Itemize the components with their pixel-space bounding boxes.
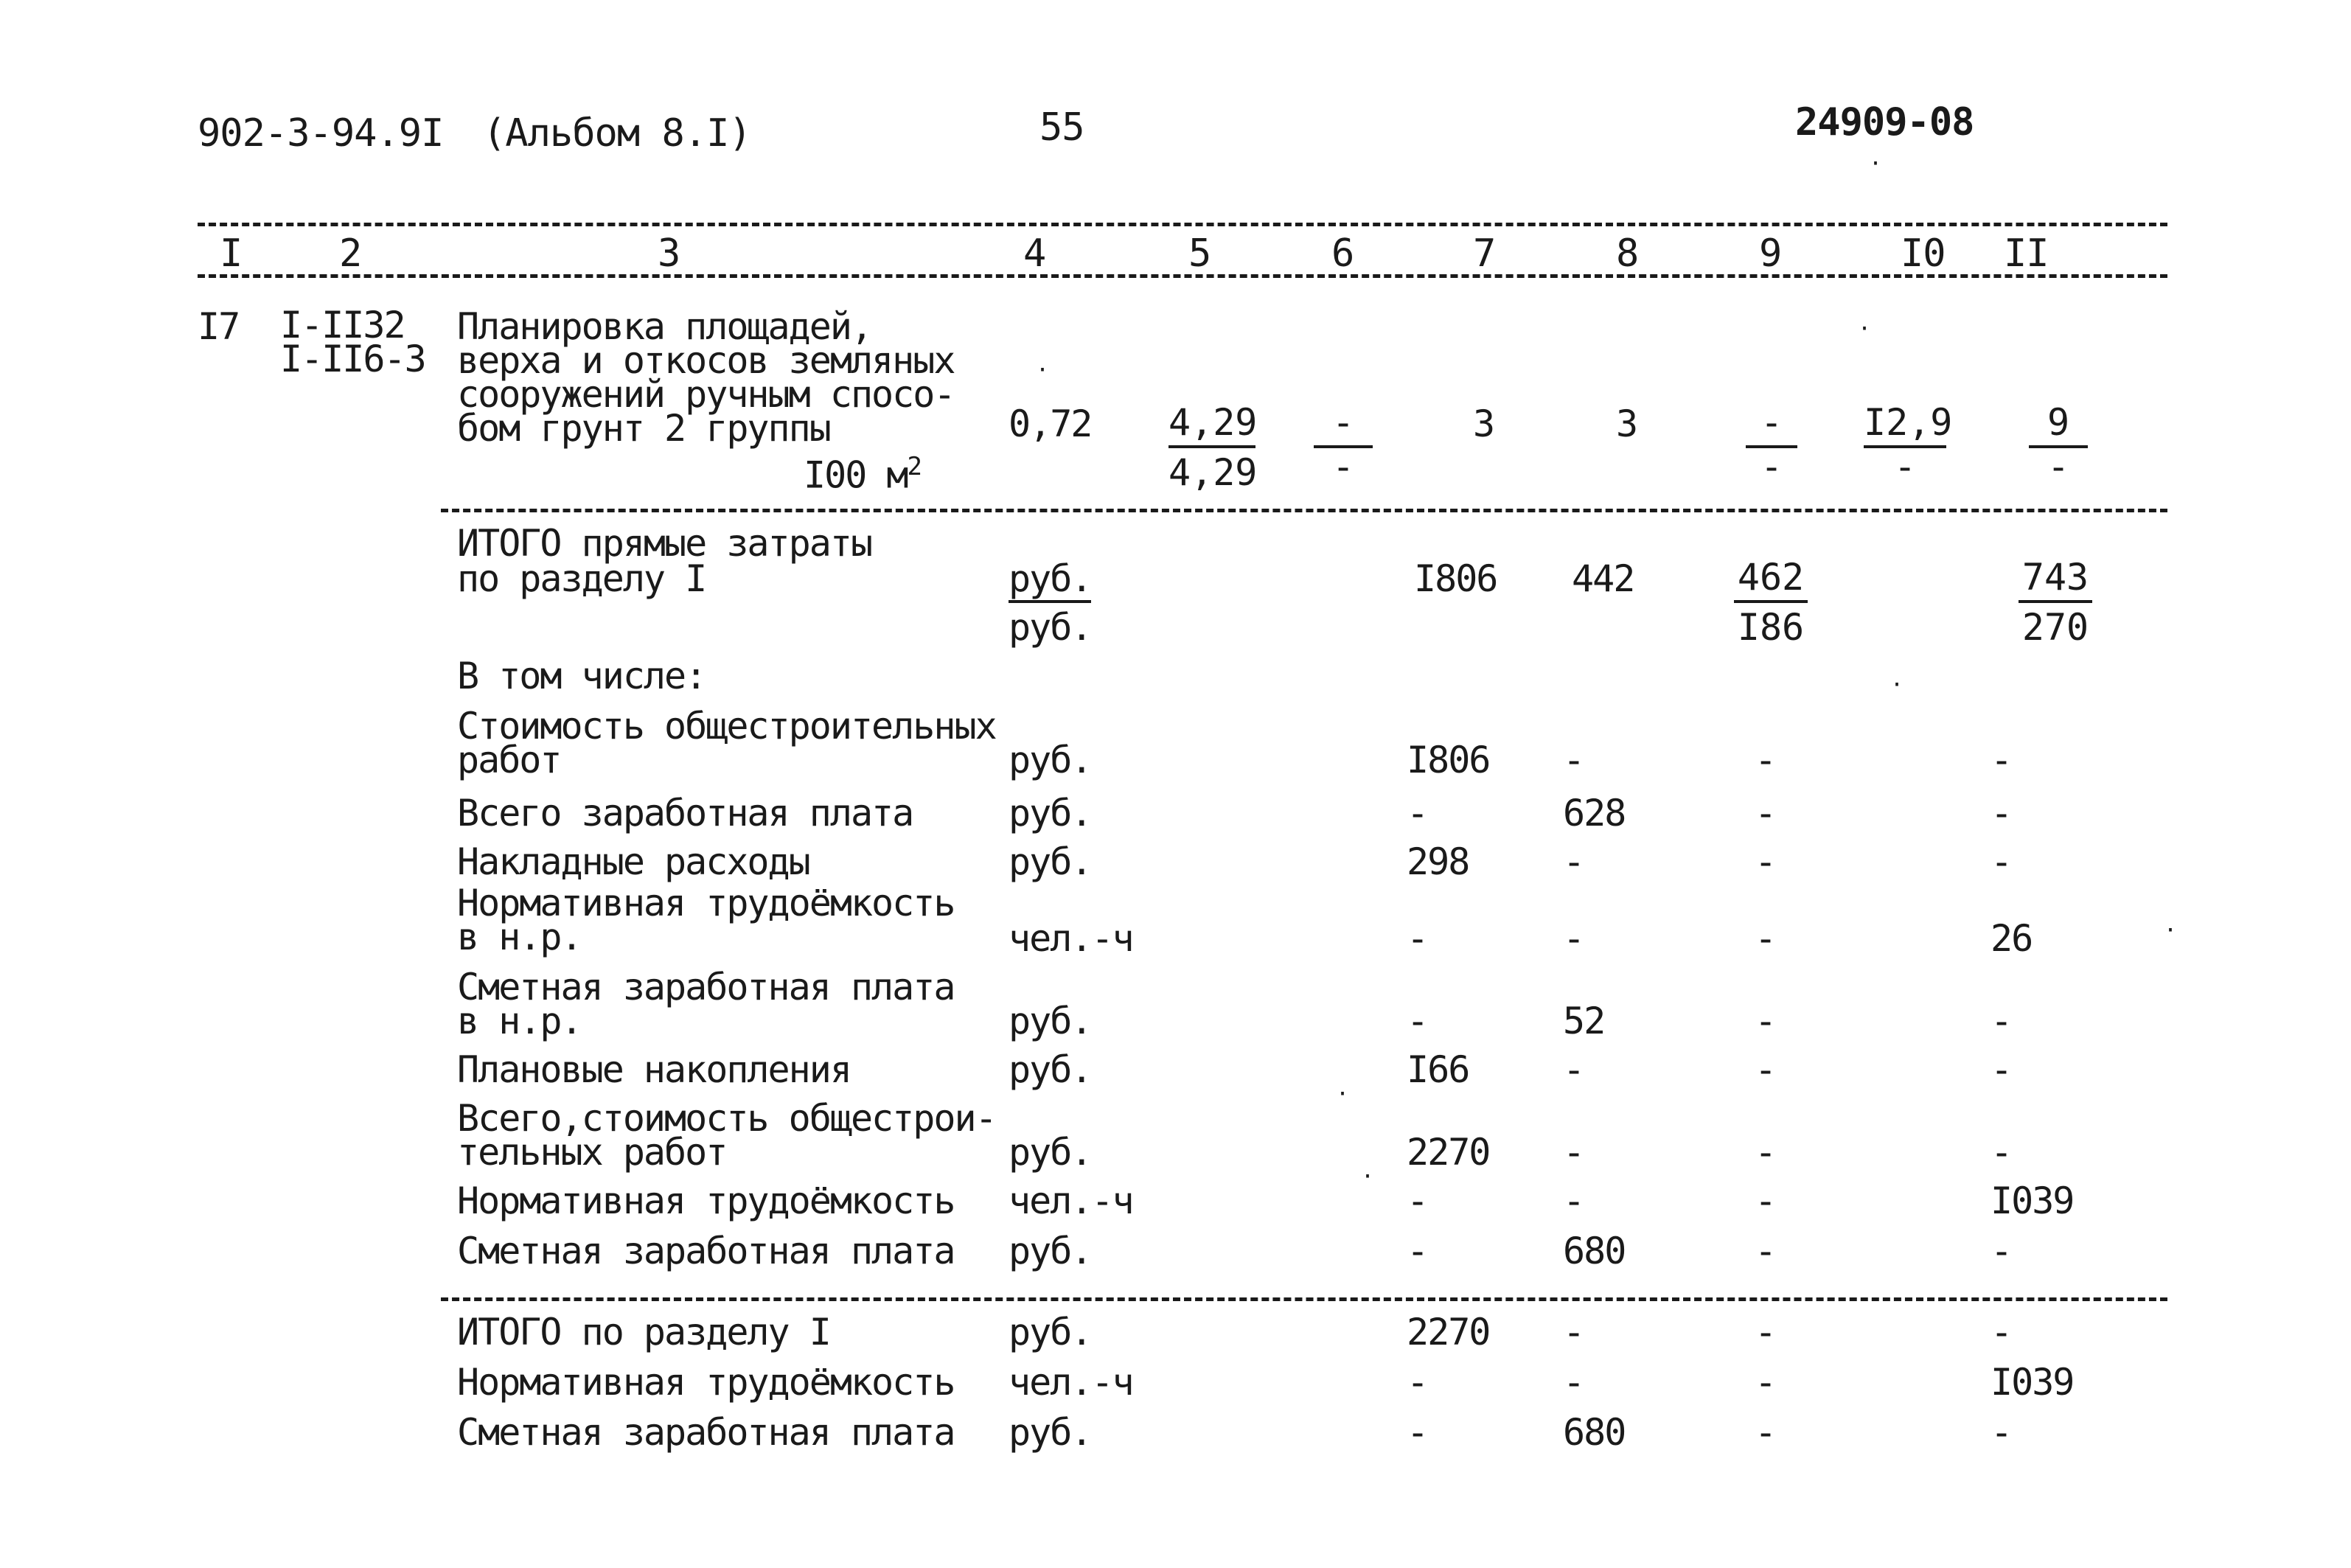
total-unit: руб. [1009,1311,1092,1353]
column-number: I0 [1901,231,1946,276]
direct-costs-col9-fraction [1734,556,1808,649]
row-col7: - [1407,1230,1428,1272]
direct-costs-label-2: по разделу I [457,557,706,600]
total-unit: чел.-ч [1009,1361,1133,1404]
row-label-continued: в н.р. [457,1000,582,1042]
direct-costs-col7: I806 [1414,557,1497,600]
item-description-2: верха и откосов земляных [457,339,955,382]
item-code-2: I-II6-3 [280,338,425,380]
item-col11-bottom: - [2047,445,2070,488]
total-col9: - [1755,1311,1776,1353]
total-label: Сметная заработная плата [457,1411,955,1454]
including-label: В том числе: [457,655,706,697]
total-label: Нормативная трудоёмкость [457,1361,955,1404]
row-col9: - [1755,917,1776,960]
total-col8: - [1563,1361,1584,1404]
item-col6-fraction [1314,401,1373,488]
row-unit: руб. [1009,1131,1092,1174]
item-col11-top: 9 [2029,404,2088,448]
row-col9: - [1755,1131,1776,1174]
row-col7: - [1407,792,1428,834]
item-col8: 3 [1616,403,1637,445]
row-col8: 628 [1563,792,1626,834]
item-col7: 3 [1473,403,1494,445]
header-top-rule [198,223,2167,226]
total-col9: - [1755,1361,1776,1404]
row-unit: руб. [1009,792,1092,834]
total-col11: - [1990,1311,2012,1353]
row-col11: I039 [1990,1180,2074,1222]
item-col6-bottom: - [1331,445,1355,488]
row-col7: 298 [1407,840,1469,883]
total-col11: - [1990,1411,2012,1454]
column-number: 8 [1616,231,1639,276]
item-number: I7 [198,305,240,348]
document-code: 902-3-94.9I [198,111,444,156]
row-col11: 26 [1990,917,2033,960]
row-col8: - [1563,917,1584,960]
row-unit: руб. [1009,1000,1092,1042]
row-unit: чел.-ч [1009,1180,1133,1222]
row-unit: руб. [1009,840,1092,883]
column-number: 9 [1759,231,1782,276]
item-quantity: 0,72 [1009,403,1092,445]
row-col9: - [1755,792,1776,834]
album-label: (Альбом 8.I) [483,111,751,156]
row-label: Накладные расходы [457,840,809,883]
row-col8: - [1563,840,1584,883]
scan-speck: · [1036,358,1050,383]
column-number: 3 [658,231,680,276]
item-unit [804,452,921,497]
total-col7: - [1407,1361,1428,1404]
item-col9-fraction [1746,401,1797,488]
row-unit: руб. [1009,1230,1092,1272]
total-col7: - [1407,1411,1428,1454]
row-label: Плановые накопления [457,1048,851,1091]
row-col11: - [1990,840,2012,883]
column-number: 4 [1023,231,1046,276]
total-col11: I039 [1990,1361,2074,1404]
column-number: 7 [1473,231,1496,276]
direct-costs-unit-2: руб. [1009,606,1092,649]
row-label-continued: в н.р. [457,916,582,958]
column-number: 2 [339,231,362,276]
item-code-1: I-II32 [280,304,405,346]
item-col10-fraction [1864,401,1953,488]
totals-top-rule [441,1297,2167,1301]
direct-costs-unit-1: руб. [1009,560,1091,603]
row-label: Стоимость общестроительных [457,705,996,748]
row-unit: руб. [1009,1048,1092,1091]
item-col9-top: - [1746,404,1797,448]
total-col7: 2270 [1407,1311,1490,1353]
item-col5-bottom: 4,29 [1168,451,1258,494]
row-col7: - [1407,917,1428,960]
direct-costs-col8: 442 [1572,557,1634,600]
row-col9: - [1755,1000,1776,1042]
header-bottom-rule [198,274,2167,278]
row-col7: - [1407,1180,1428,1222]
row-col8: - [1563,739,1584,781]
column-number: II [2004,231,2049,276]
item-col11-fraction [2029,401,2088,488]
direct-costs-label-1: ИТОГО прямые затраты [457,522,872,565]
row-col8: - [1563,1180,1584,1222]
row-label-continued: тельных работ [457,1131,727,1174]
row-col9: - [1755,840,1776,883]
row-label: Всего,стоимость общестрои- [457,1097,996,1140]
row-label: Всего заработная плата [457,792,913,834]
item-col6-top: - [1314,404,1373,448]
scan-speck: · [1890,672,1904,698]
row-col11: - [1990,1230,2012,1272]
page-number: 55 [1039,105,1084,150]
item-bottom-rule [441,509,2167,512]
row-col11: - [1990,1000,2012,1042]
row-label: Нормативная трудоёмкость [457,1180,955,1222]
item-description-3: сооружений ручным спосо- [457,373,955,416]
item-description-4: бом грунт 2 группы [457,407,830,450]
row-col11: - [1990,1048,2012,1091]
row-label: Сметная заработная плата [457,966,955,1008]
item-unit-exponent: 2 [907,452,921,481]
scan-speck: · [1336,1081,1350,1107]
direct-costs-col9-top: 462 [1734,559,1808,603]
direct-costs-col9-bottom: I86 [1737,606,1805,649]
row-unit: руб. [1009,739,1092,781]
direct-costs-col11-top: 743 [2019,559,2092,603]
direct-costs-col11-fraction [2019,556,2092,649]
row-label: Нормативная трудоёмкость [457,882,955,924]
item-col5-top: 4,29 [1168,404,1255,448]
item-description-1: Планировка площадей, [457,305,872,348]
row-col8: - [1563,1131,1584,1174]
scan-speck: · [1361,1164,1375,1190]
column-number: 5 [1188,231,1211,276]
row-col11: - [1990,1131,2012,1174]
total-col8: 680 [1563,1411,1626,1454]
total-label: ИТОГО по разделу I [457,1311,830,1353]
total-unit: руб. [1009,1411,1092,1454]
item-col10-top: I2,9 [1864,404,1946,448]
row-col7: 2270 [1407,1131,1490,1174]
row-col9: - [1755,1048,1776,1091]
row-col9: - [1755,1230,1776,1272]
item-unit-text: I00 м [804,453,908,497]
row-col9: - [1755,1180,1776,1222]
row-col8: 52 [1563,1000,1605,1042]
column-number: I [220,231,243,276]
row-col11: - [1990,792,2012,834]
scan-speck: · [1858,316,1872,342]
row-col7: I806 [1407,739,1490,781]
row-col7: I66 [1407,1048,1469,1091]
row-col8: - [1563,1048,1584,1091]
item-col9-bottom: - [1760,445,1783,488]
scan-speck: · [2164,918,2178,944]
row-col11: - [1990,739,2012,781]
total-col8: - [1563,1311,1584,1353]
scan-speck: · [1869,151,1883,177]
column-number: 6 [1331,231,1354,276]
total-col9: - [1755,1411,1776,1454]
item-col10-bottom: - [1893,445,1917,488]
item-col5-fraction [1168,401,1258,494]
row-unit: чел.-ч [1009,917,1133,960]
row-label-continued: работ [457,739,561,781]
row-col9: - [1755,739,1776,781]
row-label: Сметная заработная плата [457,1230,955,1272]
direct-costs-col11-bottom: 270 [2021,606,2089,649]
sheet-code: 24909-08 [1795,100,1974,144]
row-col7: - [1407,1000,1428,1042]
row-col8: 680 [1563,1230,1626,1272]
